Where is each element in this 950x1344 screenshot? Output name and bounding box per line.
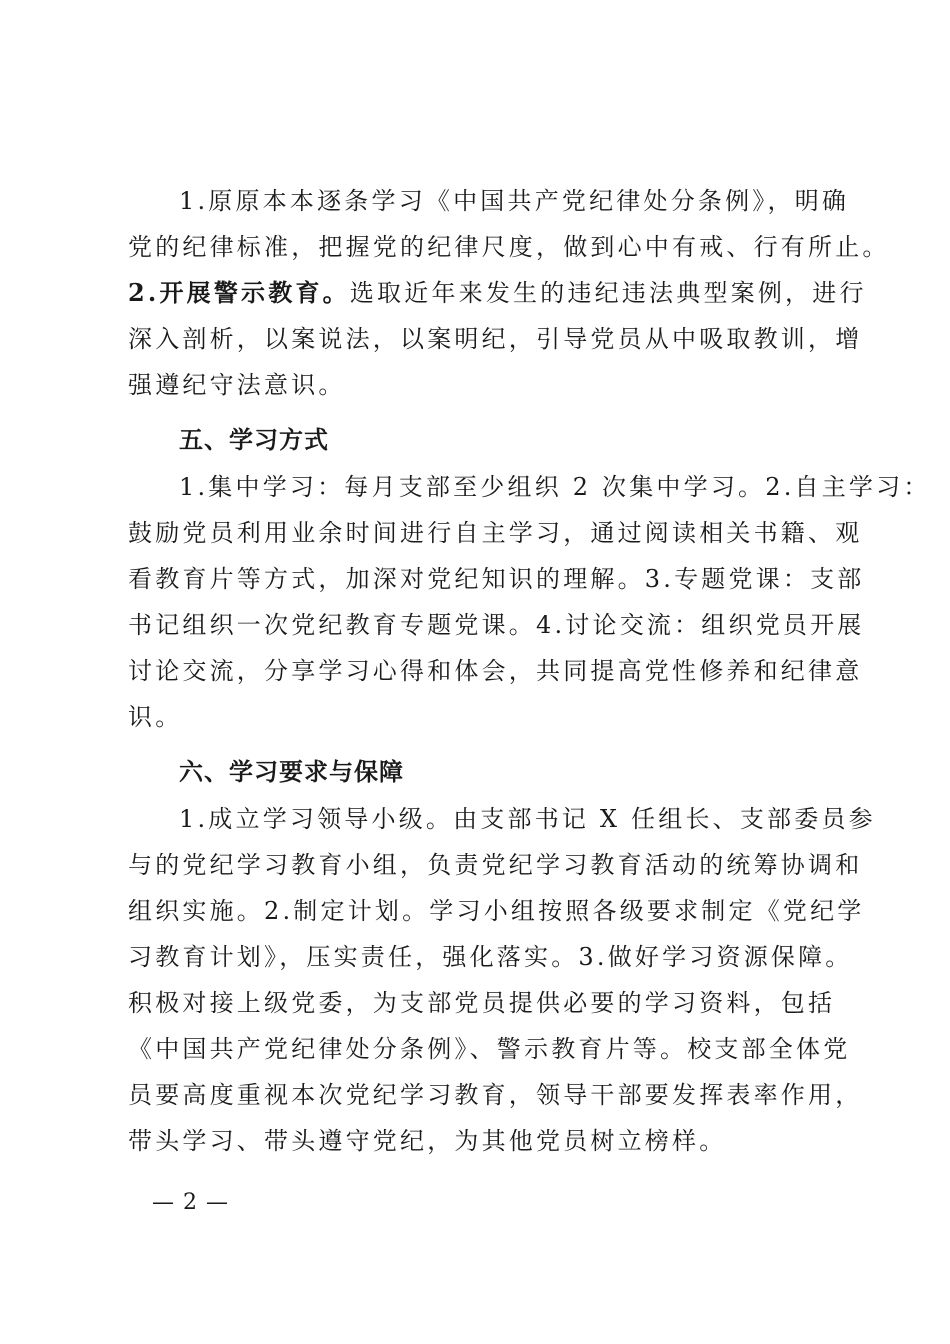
section6-line-6: 《中国共产党纪律处分条例》、警示教育片等。校支部全体党 — [128, 1035, 851, 1063]
section5-line-6: 识。 — [128, 703, 183, 731]
section6-line-2: 与的党纪学习教育小组，负责党纪学习教育活动的统筹协调和 — [128, 851, 863, 879]
spacer — [128, 408, 818, 416]
section5-line-5: 讨论交流，分享学习心得和体会，共同提高党性修养和纪律意 — [128, 657, 863, 685]
spacer — [128, 740, 818, 748]
section5-heading: 五、学习方式 — [179, 426, 329, 454]
page-number: — 2 — — [152, 1190, 229, 1215]
section6-line-4: 习教育计划》，压实责任，强化落实。3.做好学习资源保障。 — [128, 943, 853, 971]
section5-line-4: 书记组织一次党纪教育专题党课。4.讨论交流：组织党员开展 — [128, 611, 865, 639]
section5-line-1: 1.集中学习：每月支部至少组织 2 次集中学习。2.自主学习： — [179, 473, 931, 501]
section6-line-8: 带头学习、带头遵守党纪，为其他党员树立榜样。 — [128, 1127, 727, 1155]
section6-line-3: 组织实施。2.制定计划。学习小组按照各级要求制定《党纪学 — [128, 897, 865, 925]
section5-line-2: 鼓励党员利用业余时间进行自主学习，通过阅读相关书籍、观 — [128, 519, 863, 547]
section6-line-5: 积极对接上级党委，为支部党员提供必要的学习资料，包括 — [128, 989, 836, 1017]
section4-line-2: 党的纪律标准，把握党的纪律尺度，做到心中有戒、行有所止。 — [128, 233, 890, 261]
section4-line-4: 深入剖析，以案说法，以案明纪，引导党员从中吸取教训，增 — [128, 325, 863, 353]
document-body — [128, 178, 931, 1164]
section6-heading: 六、学习要求与保障 — [179, 758, 404, 786]
section4-line-1: 1.原原本本逐条学习《中国共产党纪律处分条例》，明确 — [179, 187, 850, 215]
section6-line-1: 1.成立学习领导小级。由支部书记 X 任组长、支部委员参 — [179, 805, 876, 833]
section6-line-7: 员要高度重视本次党纪学习教育，领导干部要发挥表率作用， — [128, 1081, 863, 1109]
section5-line-3: 看教育片等方式，加深对党纪知识的理解。3.专题党课：支部 — [128, 565, 865, 593]
section4-item2-text: 选取近年来发生的违纪违法典型案例，进行 — [349, 279, 867, 307]
section4-line-5: 强遵纪守法意识。 — [128, 371, 346, 399]
section4-line-3 — [128, 270, 867, 316]
section4-item2-lead: 2.开展警示教育。 — [128, 278, 350, 307]
